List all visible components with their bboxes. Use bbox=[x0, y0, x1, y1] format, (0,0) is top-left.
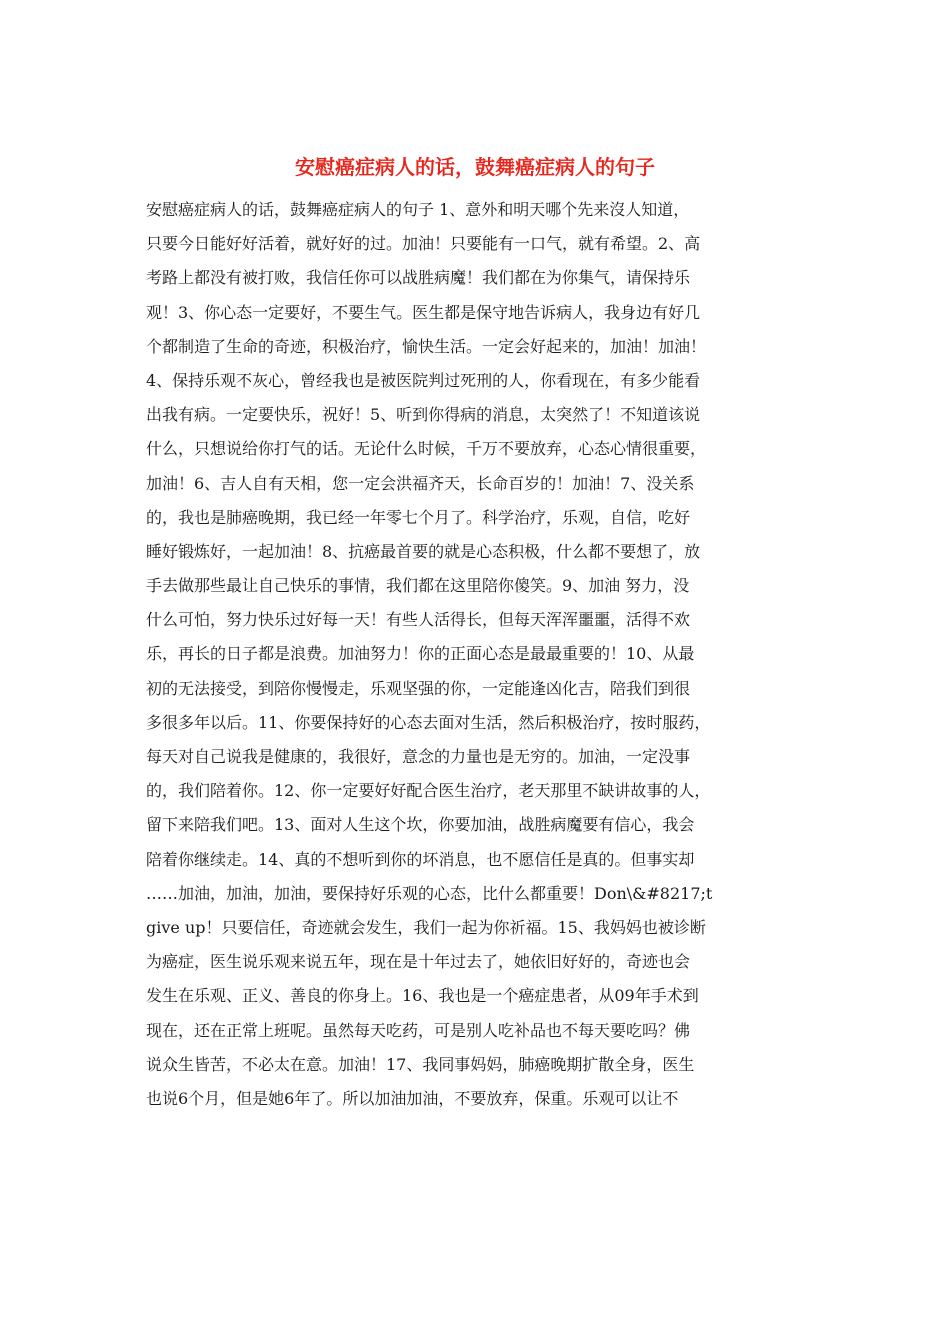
body-line: 个都制造了生命的奇迹，积极治疗，愉快生活。一定会好起来的，加油！加油！ bbox=[146, 336, 707, 356]
body-line: 4、保持乐观不灰心，曾经我也是被医院判过死刑的人，你看现在，有多少能看 bbox=[146, 370, 701, 390]
body-line: 考路上都没有被打败，我信任你可以战胜病魔！我们都在为你集气，请保持乐 bbox=[146, 268, 691, 288]
body-line: 睡好锻炼好，一起加油！8、抗癌最首要的就是心态积极，什么都不要想了，放 bbox=[146, 541, 701, 561]
body-line: 为癌症，医生说乐观来说五年，现在是十年过去了，她依旧好好的，奇迹也会 bbox=[146, 952, 691, 972]
body-line: 多很多年以后。11、你要保持好的心态去面对生活，然后积极治疗，按时服药， bbox=[146, 712, 711, 732]
body-line: 也说6个月，但是她6年了。所以加油加油，不要放弃，保重。乐观可以让不 bbox=[146, 1088, 679, 1108]
body-line: 每天对自己说我是健康的，我很好，意念的力量也是无穷的。加油，一定没事 bbox=[146, 747, 691, 766]
body-line: 什么，只想说给你打气的话。无论什么时候，千万不要放弃，心态心情很重要， bbox=[146, 439, 707, 459]
body-line: 什么可怕，努力快乐过好每一天！有些人活得长，但每天浑浑噩噩，活得不欢 bbox=[146, 610, 691, 630]
body-line: 手去做那些最让自己快乐的事情，我们都在这里陪你傻笑。9、加油 努力，没 bbox=[146, 576, 690, 596]
body-line: give up！只要信任，奇迹就会发生，我们一起为你祈福。15、我妈妈也被诊断 bbox=[146, 917, 706, 937]
body-line: 陪着你继续走。14、真的不想听到你的坏消息，也不愿信任是真的。但事实却 bbox=[146, 849, 695, 869]
body-line: 发生在乐观、正义、善良的你身上。16、我也是一个癌症患者，从09年手术到 bbox=[146, 986, 699, 1006]
body-line: 观！3、你心态一定要好，不要生气。医生都是保守地告诉病人，我身边有好几 bbox=[146, 302, 701, 322]
document-title: 安慰癌症病人的话，鼓舞癌症病人的句子 bbox=[295, 155, 655, 179]
document-body bbox=[146, 197, 806, 1120]
body-line: 现在，还在正常上班呢。虽然每天吃药，可是别人吃补品也不每天要吃吗？佛 bbox=[146, 1020, 691, 1040]
body-line: 乐，再长的日子都是浪费。加油努力！你的正面心态是最最重要的！10、从最 bbox=[146, 644, 695, 664]
body-line: 安慰癌症病人的话，鼓舞癌症病人的句子 1、意外和明天哪个先来沒人知道， bbox=[146, 200, 690, 219]
body-line: 出我有病。一定要快乐，祝好！5、听到你得病的消息，太突然了！不知道该说 bbox=[146, 405, 701, 425]
body-line: 的，我也是肺癌晚期，我已经一年零七个月了。科学治疗，乐观，自信，吃好 bbox=[146, 507, 691, 527]
body-line: 加油！6、吉人自有天相，您一定会洪福齐天，长命百岁的！加油！7、没关系 bbox=[146, 473, 695, 493]
body-line: 说众生皆苦，不必太在意。加油！17、我同事妈妈，肺癌晚期扩散全身，医生 bbox=[146, 1054, 695, 1074]
body-line: 的，我们陪着你。12、你一定要好好配合医生治疗，老天那里不缺讲故事的人， bbox=[146, 781, 711, 801]
body-line: 只要今日能好好活着，就好好的过。加油！只要能有一口气，就有希望。2、高 bbox=[146, 234, 701, 254]
body-line: 初的无法接受，到陪你慢慢走，乐观坚强的你，一定能逢凶化吉，陪我们到很 bbox=[146, 678, 691, 698]
body-line: ……加油，加油，加油，要保持好乐观的心态，比什么都重要！Don\&#8217;t bbox=[146, 883, 713, 903]
body-line: 留下来陪我们吧。13、面对人生这个坎，你要加油，战胜病魔要有信心，我会 bbox=[146, 815, 695, 835]
